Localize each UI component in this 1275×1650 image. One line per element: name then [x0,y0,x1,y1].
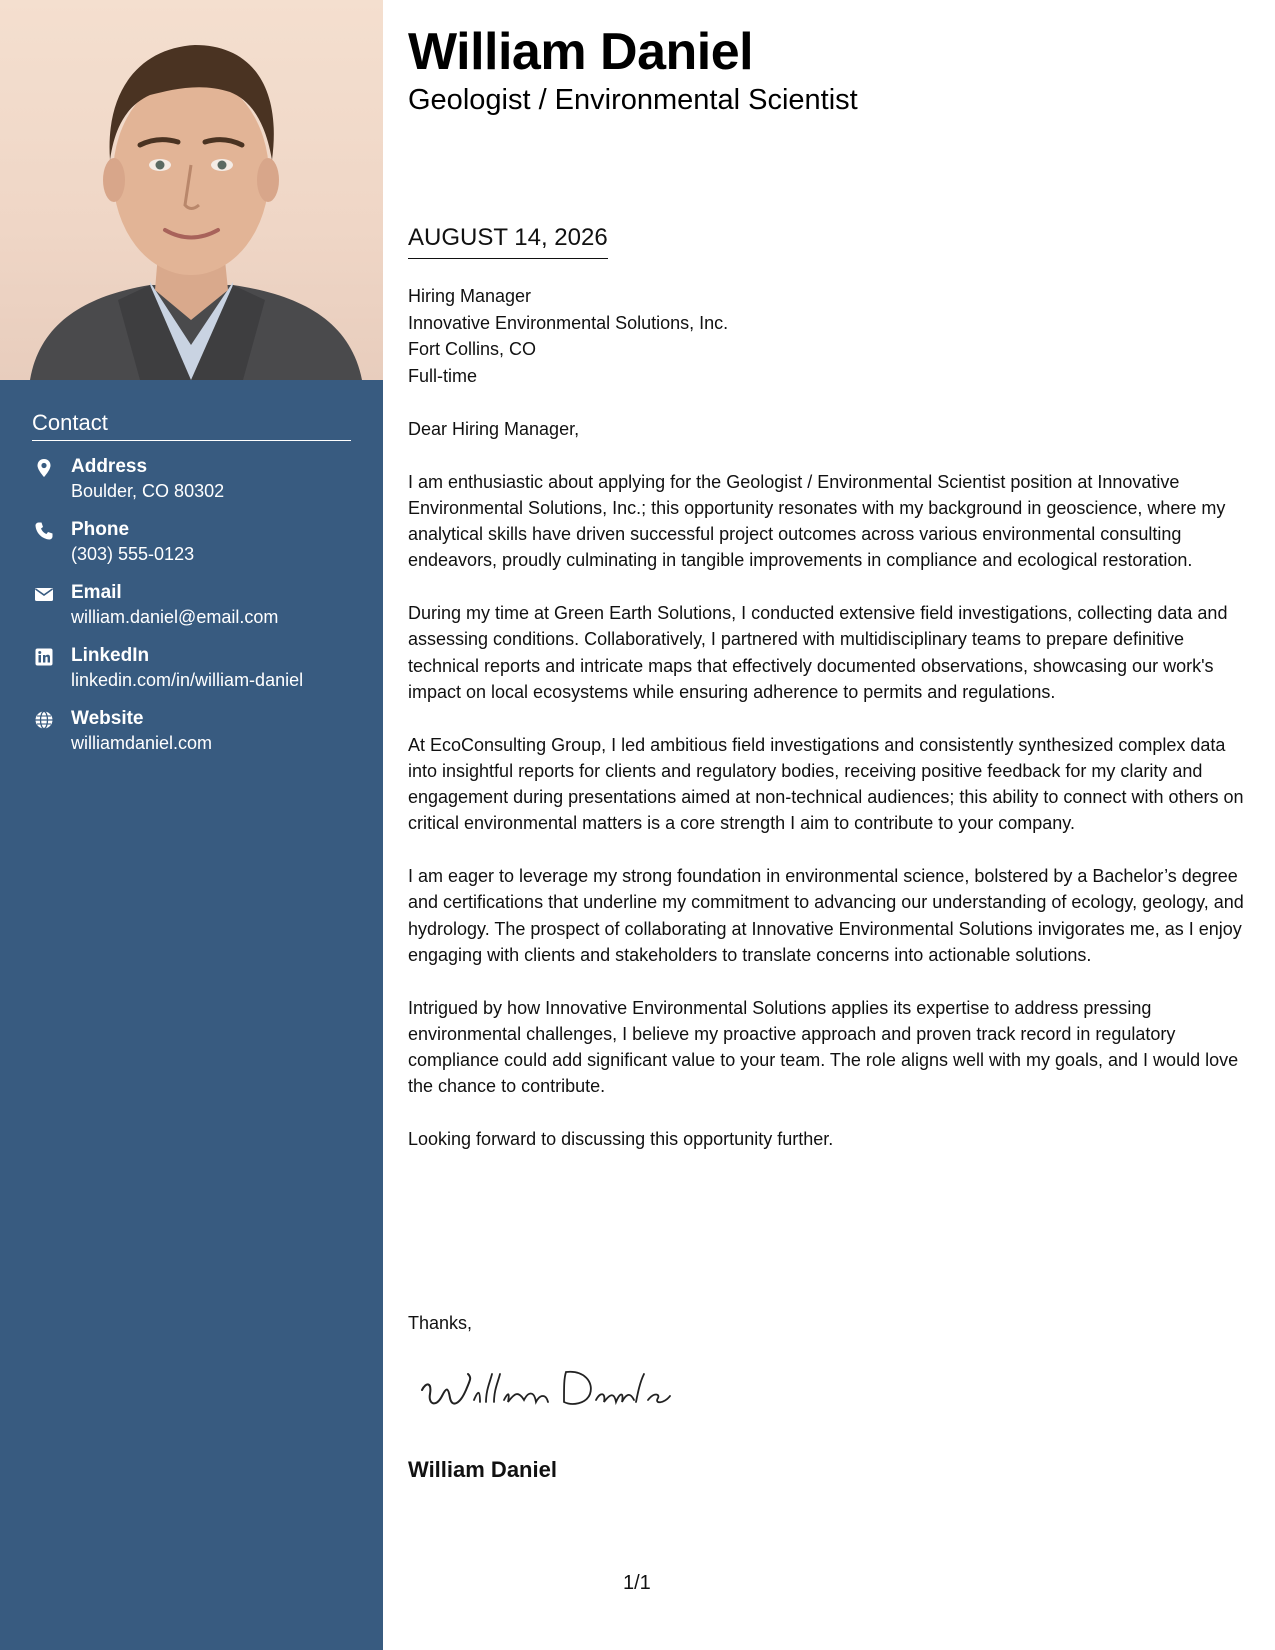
website-value[interactable]: williamdaniel.com [71,733,213,753]
applicant-role: Geologist / Environmental Scientist [408,84,858,116]
phone-value: (303) 555-0123 [71,544,195,564]
body-paragraph: Looking forward to discussing this opportunity further. [408,1129,834,1150]
applicant-name: William Daniel [408,23,754,81]
greeting: Dear Hiring Manager, [408,419,580,439]
contact-section [32,410,351,770]
employment-type: Full-time [408,365,478,386]
body-paragraph: At EcoConsulting Group, I led ambitious field investigations and consistently synthesized complex data into insightful reports for clients and regulatory bodies, receiving positive feedback for my clarity and engagement during presentations aimed at non-technical audiences; this ability to connect with others on critical environmental matters is a core strength I aim to contribute to your company. [408,734,1244,834]
recipient-location: Fort Collins, CO [408,339,537,359]
phone-label: Phone [71,519,130,540]
contact-website [32,707,351,770]
recipient-company: Innovative Environmental Solutions, Inc. [408,312,729,333]
recipient-block [408,283,728,389]
handwritten-signature [414,1360,674,1420]
body-paragraph: Intrigued by how Innovative Environmental Solutions applies its expertise to address pressing environmental challenges, I believe my proactive approach and proven track record in regulatory compliance could add significant value to your team. The role aligns well with my goals, and I would love the chance to contribute. [408,997,1239,1097]
contact-email [32,581,351,644]
profile-photo [0,0,383,380]
closing: Thanks, [408,1313,473,1333]
body-paragraph: I am enthusiastic about applying for the Geologist / Environmental Scientist position at Innovative Environmental Solutions, Inc.; this opportunity resonates with my background in geoscience, where my analytical skills have driven successful project outcomes across various environmental consulting endeavors, proudly culminating in tangible improvements in compliance and ecological restoration. [408,471,1226,571]
phone-icon [34,521,54,541]
email-label: Email [71,582,122,603]
recipient-title: Hiring Manager [408,286,532,306]
globe-icon [34,710,54,730]
linkedin-label: LinkedIn [71,645,150,666]
envelope-icon [34,584,54,604]
contact-phone [32,518,351,581]
page-number: 1/1 [623,1572,651,1594]
sidebar [0,0,383,1650]
body-paragraph: During my time at Green Earth Solutions, I conducted extensive field investigations, collecting data and assessing conditions. Collaboratively, I partnered with multidisciplinary teams to prepare definitive technical reports and intricate maps that effectively documented observations, showcasing our work's impact on local ecosystems while ensuring adherence to permits and regulations. [408,603,1228,702]
contact-address [32,455,351,518]
body-paragraph: I am eager to leverage my strong foundation in environmental science, bolstered by a Bachelor’s degree and certifications that underline my commitment to advancing our understanding of ecology, geology, and hydrology. The prospect of collaborating at Innovative Environmental Solutions invigorates me, as I enjoy engaging with clients and stakeholders to translate concerns into actionable solutions. [408,866,1244,965]
website-label: Website [71,708,144,729]
linkedin-icon [34,647,54,667]
letter-date: AUGUST 14, 2026 [408,224,608,259]
signer-name: William Daniel [408,1457,557,1482]
address-value: Boulder, CO 80302 [71,481,225,501]
contact-heading: Contact [32,410,351,441]
letter-body [408,416,1248,1179]
contact-linkedin [32,644,351,707]
email-value[interactable]: william.daniel@email.com [71,607,279,627]
map-pin-icon [34,458,54,478]
linkedin-value[interactable]: linkedin.com/in/william-daniel [71,670,304,690]
address-label: Address [71,456,148,477]
